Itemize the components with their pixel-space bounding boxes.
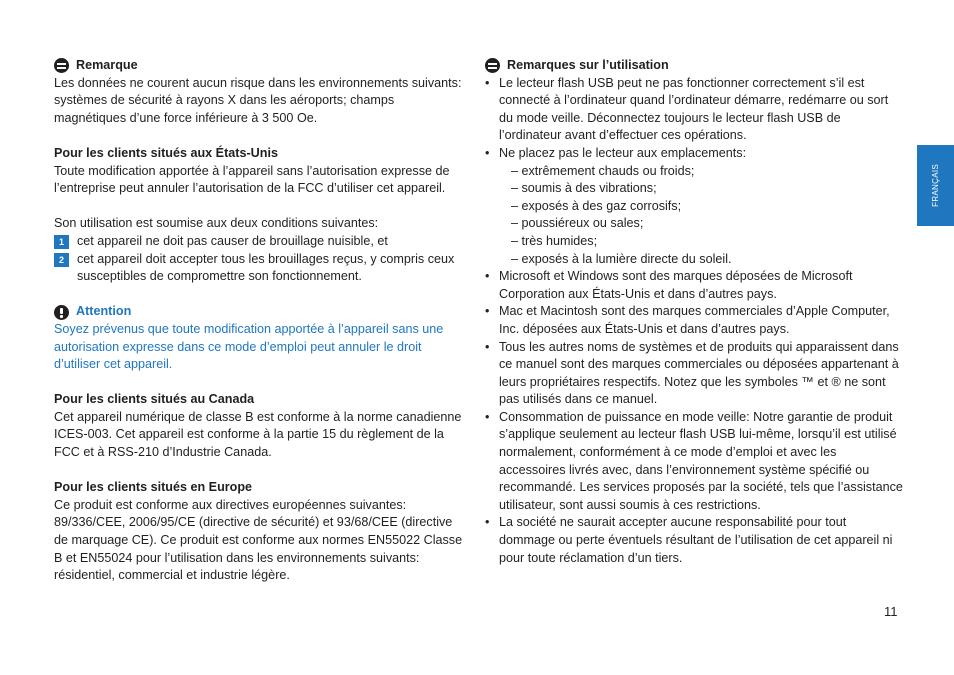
us-body: Toute modification apportée à l’appareil sans l’autorisation expresse de l’entreprise peut annuler l’autorisation de la FCC d’utiliser cet appareil.: [54, 163, 450, 196]
dash-item: – très humides;: [511, 233, 598, 248]
attention-heading: [54, 303, 464, 321]
list-item: • Le lecteur flash USB peut ne pas fonctionner correctement s’il est connecté à l’ordinateur quand l’ordinateur démarre, redémarre ou sort du mode veille. Déconnectez toujours le lecteur flash USB de l’ordinateur avant d’effectuer ces opérations.: [485, 75, 905, 145]
page-number: 11: [884, 604, 898, 619]
right-column: [485, 57, 905, 567]
remarque-title: Remarque: [76, 58, 138, 72]
usage-notes-title: Remarques sur l’utilisation: [507, 58, 669, 72]
attention-title: Attention: [76, 304, 132, 319]
condition-text: cet appareil doit accepter tous les brouillages reçus, y compris ceux susceptibles de compromettre son fonctionnement.: [77, 251, 455, 284]
dash-item: – poussiéreux ou sales;: [511, 216, 644, 231]
canada-heading: Pour les clients situés au Canada: [54, 392, 255, 407]
list-item: • Mac et Macintosh sont des marques commerciales d’Apple Computer, Inc. déposées aux États-Unis et dans d’autres pays.: [485, 303, 905, 338]
condition-text: cet appareil ne doit pas causer de brouillage nuisible, et: [77, 233, 388, 248]
warning-icon: [54, 305, 69, 320]
usage-notes-list: [485, 75, 905, 568]
list-item: • Consommation de puissance en mode veille: Notre garantie de produit s’applique seulement au lecteur flash USB lui-même, lorsqu’il est utilisé normalement, conformément à ce mode d’emploi et avec les accessoires livrés avec, dans l’environnement système spécifié ou recommandé. Les services proposés par la société, tels que l’assistance utilisateur, sont aussi soumis à ces restrictions.: [485, 409, 905, 515]
condition-item: [54, 251, 464, 286]
list-item: • Tous les autres noms de systèmes et de produits qui apparaissent dans ce manuel sont des marques commerciales ou déposées appartenant à leurs propriétaires respectifs. Notez que les symboles ™ et ® ne sont pas utilisés dans ce manuel.: [485, 339, 905, 409]
dash-item: – extrêmement chauds ou froids;: [511, 163, 695, 178]
number-badge: 2: [54, 253, 69, 267]
language-tab: [917, 145, 954, 226]
usage-notes-heading: [485, 57, 905, 75]
europe-heading: Pour les clients situés en Europe: [54, 480, 253, 495]
europe-body: Ce produit est conforme aux directives européennes suivantes: 89/336/CEE, 2006/95/CE (directive de sécurité) et 93/68/CEE (directive de marquage CE). Ce produit est conforme aux normes EN55022 Classe B et EN55024 pour l’utilisation dans les environnements suivants: résidentiel, commercial et industrie légère.: [54, 497, 463, 583]
note-icon: [485, 58, 500, 73]
canada-body: Cet appareil numérique de classe B est conforme à la norme canadienne ICES-003. Cet appareil est conforme à la partie 15 du règlement de la FCC et à RSS-210 d’Industrie Canada.: [54, 409, 462, 460]
dash-item: – exposés à des gaz corrosifs;: [511, 198, 682, 213]
list-item-text: Ne placez pas le lecteur aux emplacements:: [499, 145, 747, 160]
us-heading: Pour les clients situés aux États-Unis: [54, 145, 278, 160]
language-tab-label: FRANÇAIS: [930, 164, 940, 207]
list-item: [485, 145, 905, 268]
conditions-intro: Son utilisation est soumise aux deux conditions suivantes:: [54, 216, 379, 231]
list-item: • Microsoft et Windows sont des marques déposées de Microsoft Corporation aux États-Unis et dans d’autres pays.: [485, 268, 905, 303]
note-icon: [54, 58, 69, 73]
dash-item: – exposés à la lumière directe du soleil.: [511, 251, 732, 266]
attention-body: Soyez prévenus que toute modification apportée à l’appareil sans une autorisation expresse dans ce mode d’emploi peut annuler le droit d’utiliser cet appareil.: [54, 321, 444, 372]
condition-item: [54, 233, 464, 251]
remarque-body: Les données ne courent aucun risque dans les environnements suivants: systèmes de sécurité à rayons X dans les aéroports; champs magnétiques d’une force inférieure à 3 500 Oe.: [54, 75, 462, 125]
dash-item: – soumis à des vibrations;: [511, 181, 657, 196]
number-badge: 1: [54, 235, 69, 249]
list-item: • La société ne saurait accepter aucune responsabilité pour tout dommage ou perte éventuels résultant de l’utilisation de cet appareil ni pour toute réclamation d’un tiers.: [485, 514, 905, 567]
left-column: [54, 57, 464, 585]
remarque-heading: [54, 57, 464, 75]
